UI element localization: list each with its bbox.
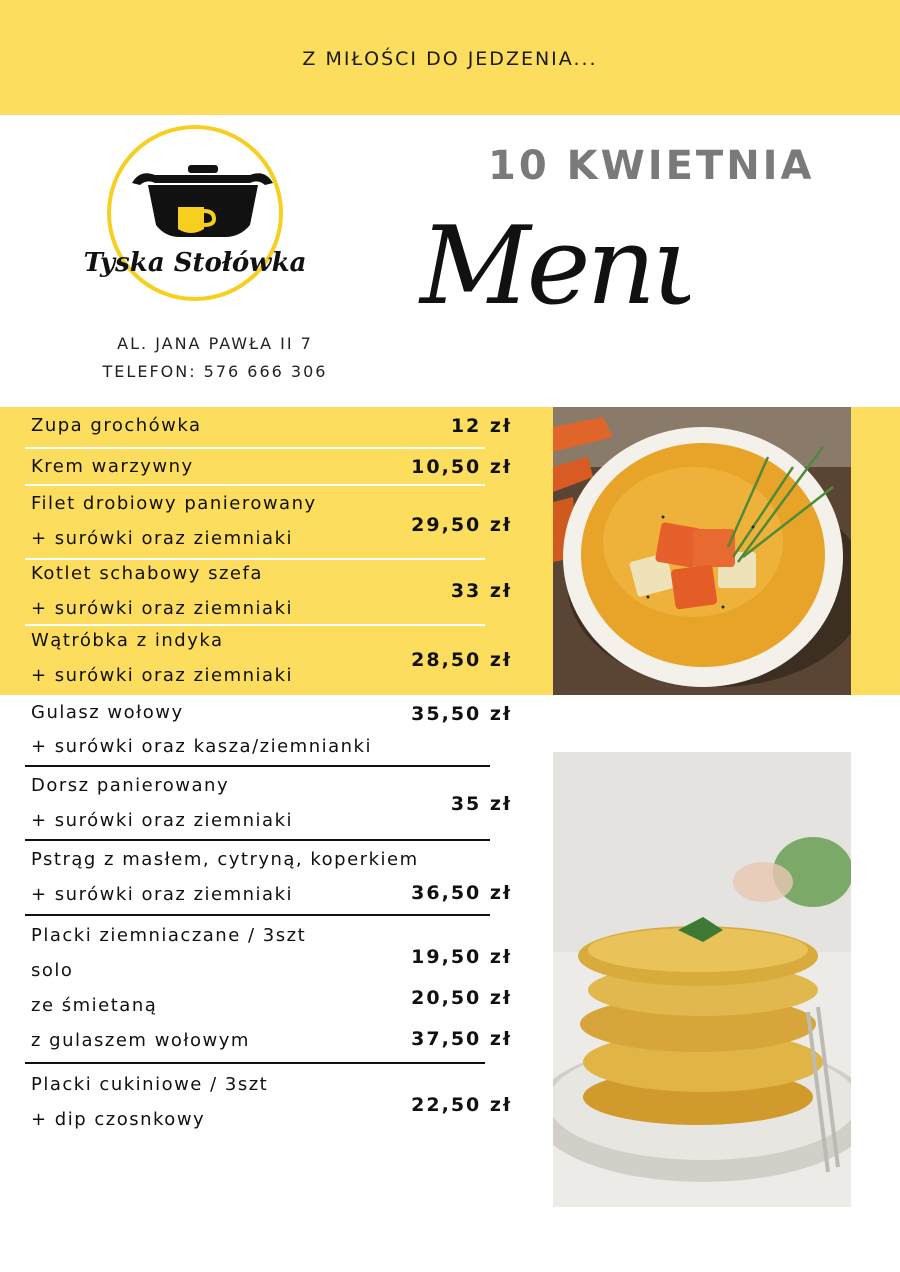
item-price: 29,50 zł [411, 514, 512, 536]
item-name: Placki cukiniowe / 3szt [31, 1074, 269, 1095]
item-price: 35,50 zł [411, 703, 512, 725]
item-price: 37,50 zł [411, 1028, 512, 1050]
item-name: Wątróbka z indyka [31, 630, 224, 651]
address-line: AL. JANA PAWŁA II 7 [117, 334, 313, 353]
item-price: 35 zł [450, 793, 512, 815]
menu-item [0, 407, 540, 449]
item-price: 33 zł [450, 580, 512, 602]
svg-text:Menu: Menu [420, 204, 690, 329]
item-side: + dip czosnkowy [31, 1109, 206, 1130]
item-name: Zupa grochówka [31, 415, 202, 436]
menu-date: 10 KWIETNIA [488, 143, 815, 189]
item-variant: z gulaszem wołowym [31, 1030, 250, 1051]
menu-item [0, 560, 540, 628]
divider [25, 765, 490, 767]
item-price: 19,50 zł [411, 946, 512, 968]
item-side: + surówki oraz ziemniaki [31, 598, 294, 619]
item-price: 20,50 zł [411, 987, 512, 1009]
menu-item [0, 1064, 540, 1144]
divider [25, 624, 485, 626]
menu-item [0, 695, 540, 767]
restaurant-logo [80, 125, 320, 315]
contact-info [60, 330, 370, 386]
item-name: Filet drobiowy panierowany [31, 493, 317, 514]
item-side: + surówki oraz kasza/ziemnianki [31, 736, 372, 757]
item-side: + surówki oraz ziemniaki [31, 810, 294, 831]
item-price: 28,50 zł [411, 649, 512, 671]
menu-item [0, 449, 540, 487]
cooking-pot-icon [132, 165, 273, 237]
item-variant: solo [31, 960, 74, 981]
logo-text: Tyska Stołówka [83, 248, 307, 278]
potato-pancakes-photo [553, 752, 851, 1207]
menu-item [0, 915, 540, 1063]
item-side: + surówki oraz ziemniaki [31, 665, 294, 686]
item-name: Dorsz panierowany [31, 775, 230, 796]
tagline: Z MIŁOŚCI DO JEDZENIA... [302, 48, 598, 70]
soup-photo [553, 407, 851, 695]
menu-item [0, 841, 540, 915]
menu-item [0, 768, 540, 840]
item-variant: ze śmietaną [31, 995, 158, 1016]
menu-item [0, 629, 540, 695]
item-name: Gulasz wołowy [31, 702, 184, 723]
item-price: 22,50 zł [411, 1094, 512, 1116]
item-name: Krem warzywny [31, 456, 194, 477]
item-name: Placki ziemniaczane / 3szt [31, 925, 307, 946]
item-price: 10,50 zł [411, 456, 512, 478]
menu-item [0, 487, 540, 559]
item-price: 36,50 zł [411, 882, 512, 904]
item-name: Kotlet schabowy szefa [31, 563, 263, 584]
menu-title [410, 195, 690, 385]
phone-line: TELEFON: 576 666 306 [102, 362, 328, 381]
item-side: + surówki oraz ziemniaki [31, 528, 294, 549]
item-side: + surówki oraz ziemniaki [31, 884, 294, 905]
item-name: Pstrąg z masłem, cytryną, koperkiem [31, 849, 419, 870]
divider [25, 484, 485, 486]
item-price: 12 zł [450, 415, 512, 437]
highlight-band-edge [851, 407, 900, 695]
